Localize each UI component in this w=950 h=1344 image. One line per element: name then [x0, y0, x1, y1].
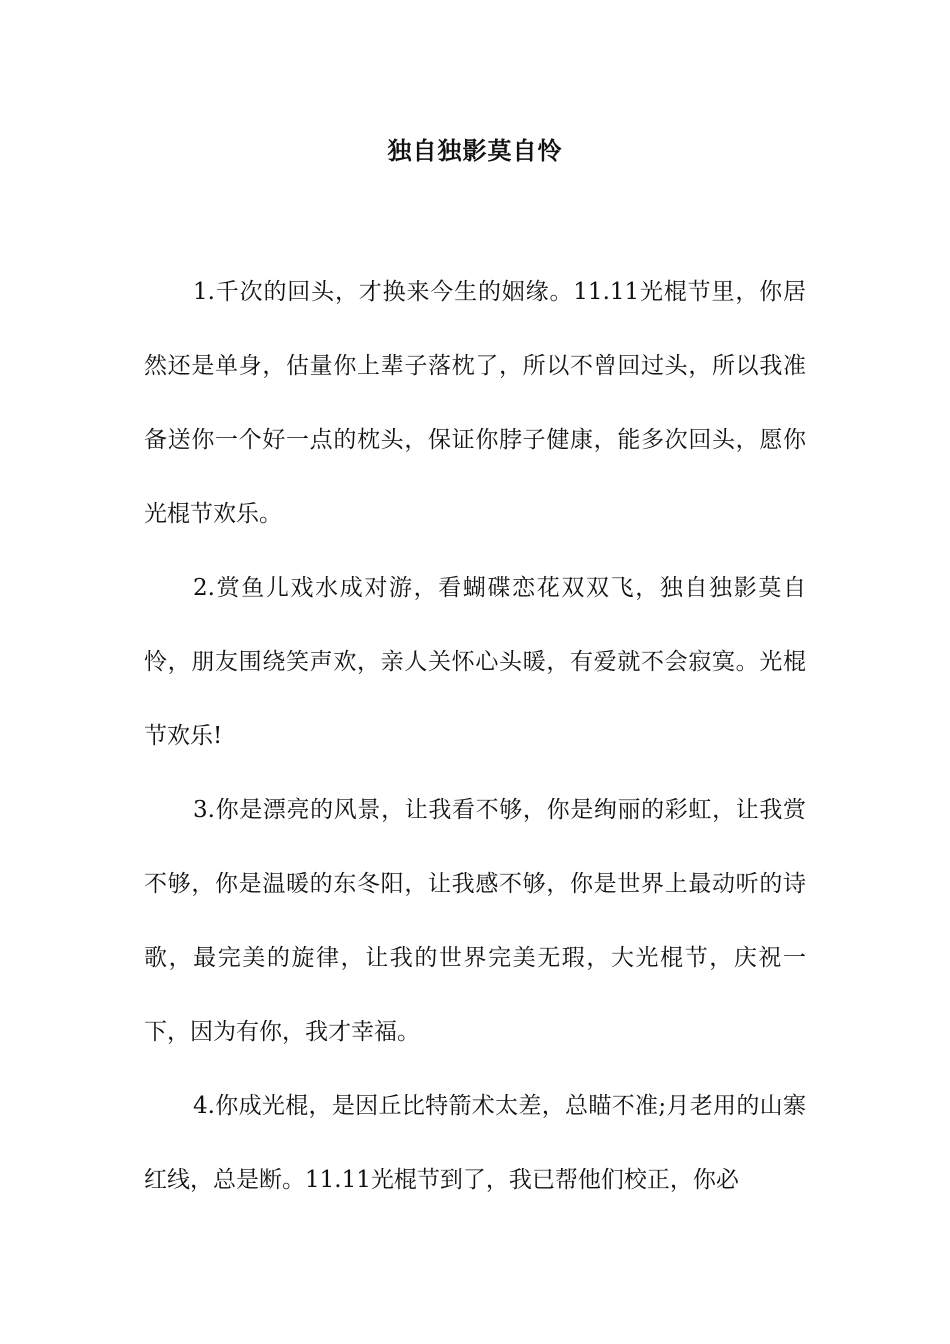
paragraph-3: 3.你是漂亮的风景，让我看不够，你是绚丽的彩虹，让我赏不够，你是温暖的东冬阳，让我感不够，你是世界上最动听的诗歌，最完美的旋律，让我的世界完美无瑕，大光棍节，庆祝一下，因为有你，我才幸福。 [144, 797, 806, 1045]
document-body [144, 255, 806, 1217]
paragraph-1: 1.千次的回头，才换来今生的姻缘。11.11光棍节里，你居然还是单身，估量你上辈子落枕了，所以不曾回过头，所以我准备送你一个好一点的枕头，保证你脖子健康，能多次回头，愿你光棍节欢乐。 [144, 279, 806, 527]
document-title: 独自独影莫自怜 [387, 137, 563, 165]
paragraph-2: 2.赏鱼儿戏水成对游，看蝴碟恋花双双飞，独自独影莫自怜，朋友围绕笑声欢，亲人关怀心头暖，有爱就不会寂寞。光棍节欢乐! [144, 575, 806, 749]
paragraph-4: 4.你成光棍，是因丘比特箭术太差，总瞄不准;月老用的山寨红线，总是断。11.11光棍节到了，我已帮他们校正，你必 [144, 1093, 806, 1193]
